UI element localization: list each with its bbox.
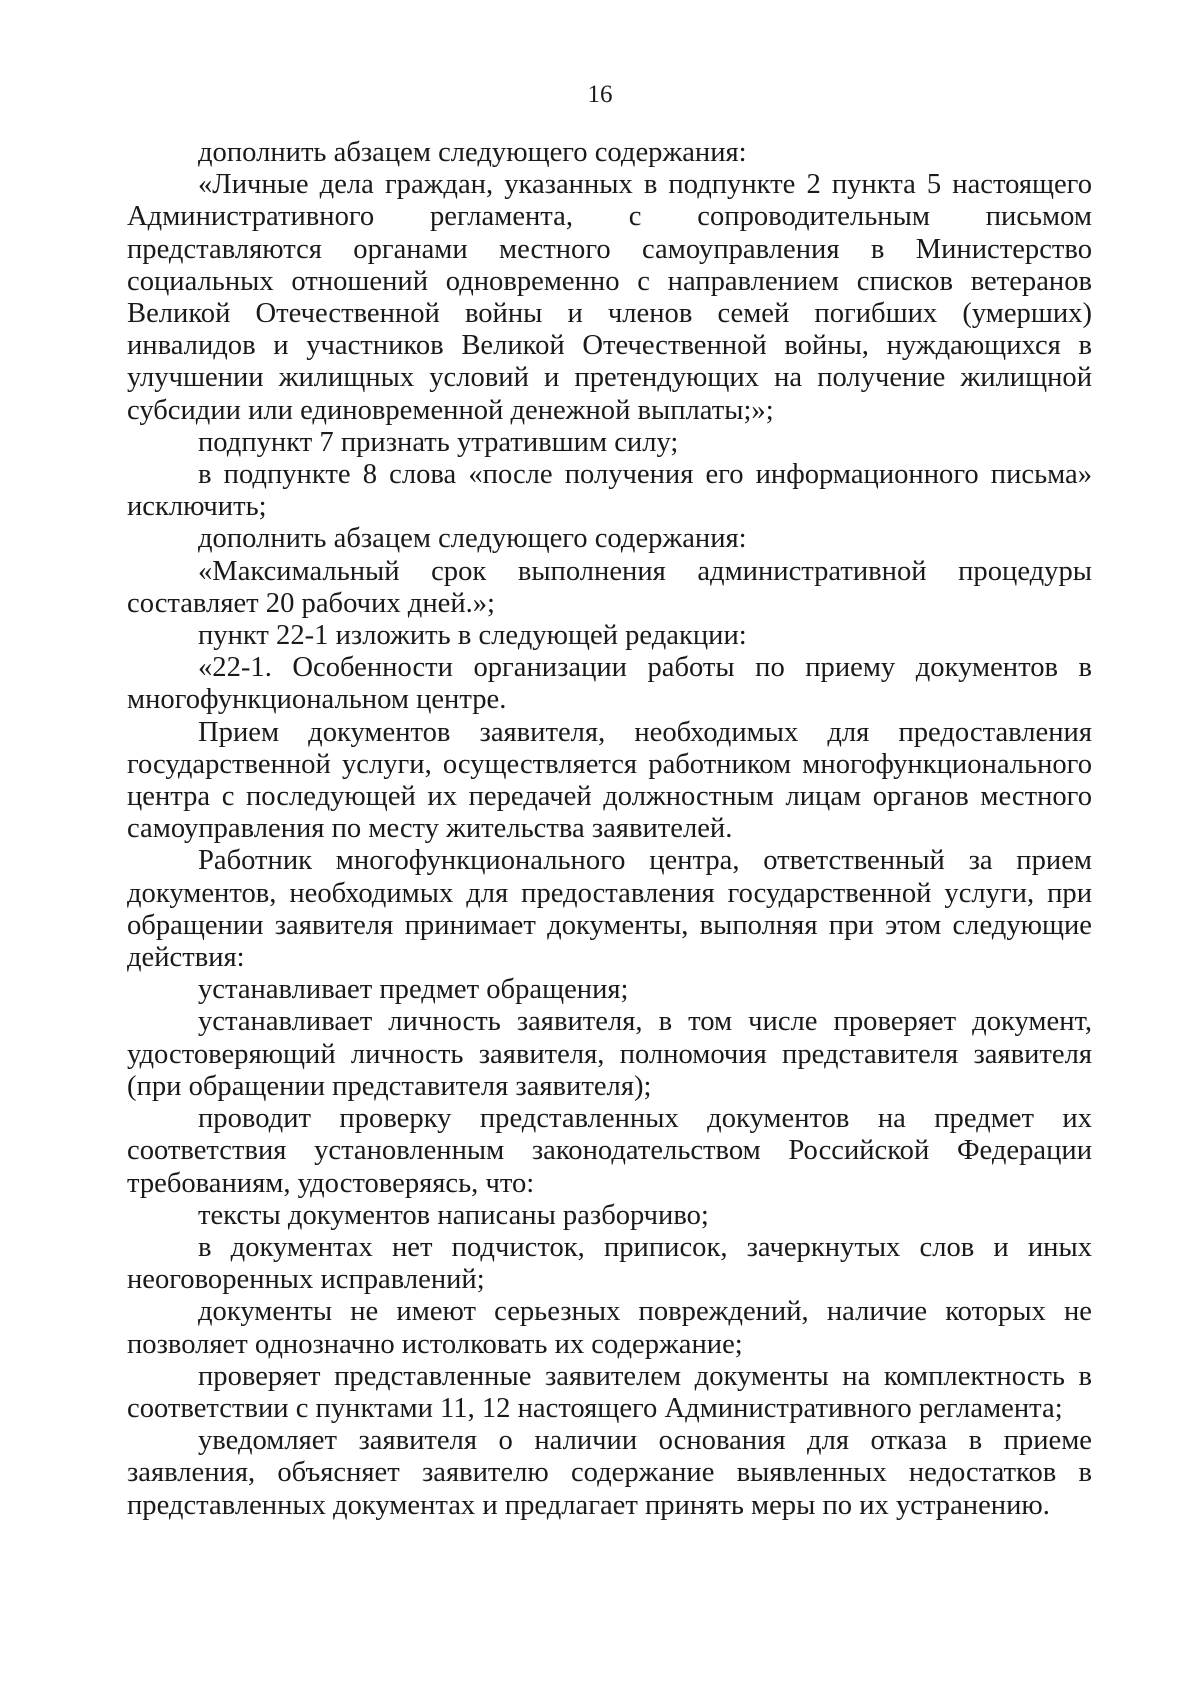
paragraph: дополнить абзацем следующего содержания: bbox=[198, 137, 747, 168]
paragraph: дополнить абзацем следующего содержания: bbox=[198, 523, 747, 555]
paragraph: подпункт 7 признать утратившим силу; bbox=[198, 426, 679, 458]
paragraph: в подпункте 8 слова «после получения его информационного письма» исключить; bbox=[127, 459, 1092, 523]
paragraph: «Максимальный срок выполнения административной процедуры составляет 20 рабочих дней.»; bbox=[127, 555, 1092, 619]
paragraph: «Личные дела граждан, указанных в подпункте 2 пункта 5 настоящего Административного регламента, с сопроводительным письмом представляются органами местного самоуправления в Министерство социальных отношений одновременно с направлением списков ветеранов Великой Отечественной войны и членов семей погибших (умерших) инвалидов и участников Великой Отечественной войны, нуждающихся в улучшении жилищных условий и претендующих на получение жилищной субсидии или единовременной денежной выплаты;»; bbox=[127, 169, 1092, 426]
paragraph: Прием документов заявителя, необходимых для предоставления государственной услуги, осуществляется работником многофункционального центра с последующей их передачей должностным лицам органов местного самоуправления по месту жительства заявителей. bbox=[127, 716, 1092, 845]
document-body bbox=[127, 137, 1092, 1522]
paragraph: уведомляет заявителя о наличии основания для отказа в приеме заявления, объясняет заявителю содержание выявленных недостатков в представленных документах и предлагает принять меры по их устранению. bbox=[127, 1425, 1092, 1521]
paragraph: в документах нет подчисток, приписок, зачеркнутых слов и иных неоговоренных исправлений; bbox=[127, 1231, 1092, 1296]
paragraph: «22-1. Особенности организации работы по приему документов в многофункциональном центре. bbox=[127, 652, 1092, 716]
paragraph: Работник многофункционального центра, ответственный за прием документов, необходимых для предоставления государственной услуги, при обращении заявителя принимает документы, выполняя при этом следующие действия: bbox=[127, 845, 1092, 974]
paragraph: документы не имеют серьезных повреждений, наличие которых не позволяет однозначно истолковать их содержание; bbox=[127, 1296, 1092, 1360]
paragraph: пункт 22-1 изложить в следующей редакции: bbox=[198, 620, 747, 652]
paragraph: устанавливает личность заявителя, в том числе проверяет документ, удостоверяющий личность заявителя, полномочия представителя заявителя (при обращении представителя заявителя); bbox=[127, 1006, 1092, 1102]
paragraph: проверяет представленные заявителем документы на комплектность в соответствии с пунктами 11, 12 настоящего Административного регламента; bbox=[127, 1360, 1092, 1424]
paragraph: устанавливает предмет обращения; bbox=[198, 974, 629, 1006]
paragraph: проводит проверку представленных документов на предмет их соответствия установленным законодательством Российской Федерации требованиям, удостоверяясь, что: bbox=[127, 1103, 1092, 1199]
page-number: 16 bbox=[587, 81, 613, 108]
paragraph: тексты документов написаны разборчиво; bbox=[198, 1199, 709, 1231]
